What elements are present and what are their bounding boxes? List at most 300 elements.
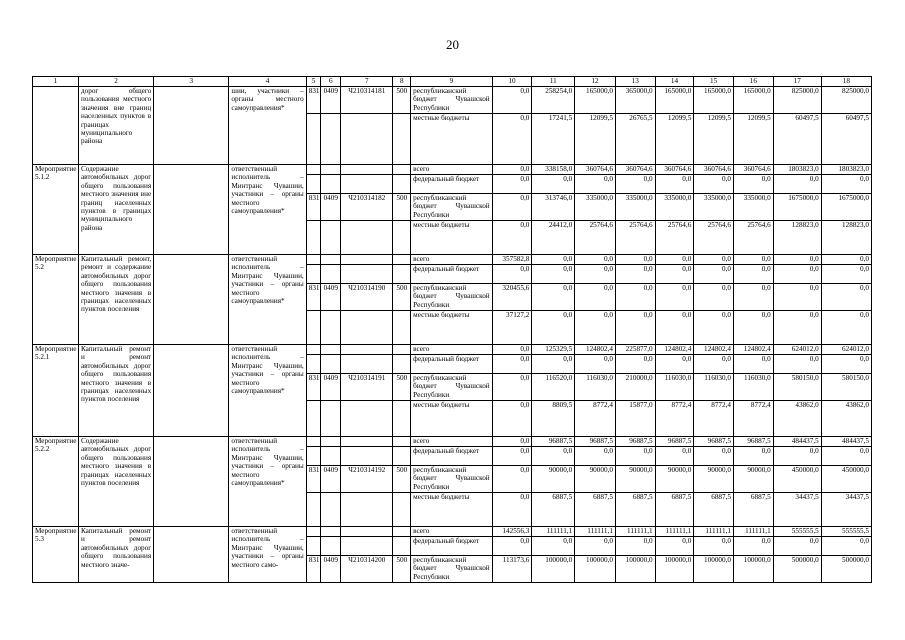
amount-cell: 0,0	[655, 265, 694, 284]
amount-cell: 0,0	[492, 114, 532, 165]
amount-cell: 8772,4	[733, 401, 773, 437]
amount-cell: 124802,4	[694, 345, 734, 355]
amount-cell: 0,0	[615, 265, 655, 284]
empty-code-cell	[393, 447, 411, 466]
funding-source-cell: федеральный бюджет	[411, 265, 492, 284]
amount-cell: 128823,0	[821, 221, 871, 255]
amount-cell: 111111,1	[655, 527, 694, 537]
empty-code-cell	[306, 537, 321, 556]
amount-cell: 6887,5	[733, 493, 773, 527]
empty-code-cell	[306, 114, 321, 165]
amount-cell: 0,0	[733, 175, 773, 194]
funding-source-cell: республиканский бюджет Чувашской Республики	[411, 87, 492, 114]
amount-cell: 624012,0	[821, 345, 871, 355]
amount-cell: 90000,0	[733, 466, 773, 493]
empty-code-cell	[321, 165, 341, 175]
amount-cell: 1675000,0	[773, 194, 821, 221]
amount-cell: 96887,5	[615, 437, 655, 447]
rzpr-code-cell: 0409	[321, 466, 341, 493]
amount-cell: 210000,0	[615, 374, 655, 401]
program-cell	[154, 165, 229, 255]
amount-cell: 0,0	[492, 537, 532, 556]
amount-cell: 360764,6	[615, 165, 655, 175]
amount-cell: 0,0	[575, 265, 616, 284]
amount-cell: 0,0	[492, 466, 532, 493]
amount-cell: 500000,0	[821, 556, 871, 583]
amount-cell: 0,0	[615, 175, 655, 194]
amount-cell: 0,0	[575, 284, 616, 311]
measure-name-cell: Содержание автомобильных дорог общего пользования местного значения в границах населенных пунктов поселения	[78, 437, 153, 527]
amount-cell: 580150,0	[821, 374, 871, 401]
executor-cell: ответственный исполнитель – Минтранс Чувашии, участники – органы местного самоуправления*	[229, 255, 306, 345]
amount-cell: 0,0	[733, 447, 773, 466]
amount-cell: 90000,0	[615, 466, 655, 493]
amount-cell: 0,0	[492, 175, 532, 194]
amount-cell: 0,0	[733, 311, 773, 345]
amount-cell: 0,0	[733, 284, 773, 311]
amount-cell: 360764,6	[655, 165, 694, 175]
measure-id-cell	[33, 87, 79, 165]
table-row	[33, 437, 872, 447]
amount-cell: 313746,0	[532, 194, 575, 221]
amount-cell: 580150,0	[773, 374, 821, 401]
grbs-code-cell: 831	[306, 466, 321, 493]
table-row	[33, 255, 872, 265]
grbs-code-cell: 831	[306, 284, 321, 311]
amount-cell: 111111,1	[733, 527, 773, 537]
column-number-cell: 2	[78, 77, 153, 87]
column-number-cell: 11	[532, 77, 575, 87]
funding-source-cell: местные бюджеты	[411, 401, 492, 437]
empty-code-cell	[341, 355, 393, 374]
funding-source-cell: республиканский бюджет Чувашской Республики	[411, 374, 492, 401]
amount-cell: 0,0	[615, 447, 655, 466]
amount-cell: 0,0	[655, 284, 694, 311]
column-number-cell: 10	[492, 77, 532, 87]
empty-code-cell	[393, 537, 411, 556]
amount-cell: 12099,5	[575, 114, 616, 165]
amount-cell: 0,0	[492, 437, 532, 447]
measure-id-cell: Мероприятие 5.1.2	[33, 165, 79, 255]
column-number-cell: 17	[773, 77, 821, 87]
amount-cell: 90000,0	[655, 466, 694, 493]
amount-cell: 6887,5	[615, 493, 655, 527]
column-number-cell: 5	[306, 77, 321, 87]
amount-cell: 0,0	[773, 284, 821, 311]
grbs-code-cell: 831	[306, 556, 321, 583]
funding-source-cell: всего	[411, 437, 492, 447]
amount-cell: 0,0	[773, 447, 821, 466]
amount-cell: 360764,6	[575, 165, 616, 175]
amount-cell: 0,0	[821, 537, 871, 556]
empty-code-cell	[393, 355, 411, 374]
empty-code-cell	[393, 175, 411, 194]
amount-cell: 0,0	[532, 284, 575, 311]
table-row	[33, 527, 872, 537]
amount-cell: 0,0	[821, 447, 871, 466]
empty-code-cell	[341, 527, 393, 537]
amount-cell: 0,0	[492, 374, 532, 401]
amount-cell: 825000,0	[773, 87, 821, 114]
amount-cell: 484437,5	[821, 437, 871, 447]
empty-code-cell	[393, 165, 411, 175]
amount-cell: 90000,0	[575, 466, 616, 493]
empty-code-cell	[393, 437, 411, 447]
amount-cell: 0,0	[492, 447, 532, 466]
amount-cell: 25764,6	[575, 221, 616, 255]
program-cell	[154, 87, 229, 165]
funding-source-cell: всего	[411, 527, 492, 537]
amount-cell: 24412,0	[532, 221, 575, 255]
amount-cell: 335000,0	[655, 194, 694, 221]
empty-code-cell	[393, 114, 411, 165]
amount-cell: 37127,2	[492, 311, 532, 345]
column-number-cell: 18	[821, 77, 871, 87]
amount-cell: 0,0	[655, 355, 694, 374]
amount-cell: 25764,6	[615, 221, 655, 255]
empty-code-cell	[306, 255, 321, 265]
empty-code-cell	[341, 221, 393, 255]
measure-name-cell: дорог общего пользования местного значения вне границ населенных пунктов в границах муниципального района	[78, 87, 153, 165]
amount-cell: 338158,0	[532, 165, 575, 175]
amount-cell: 124802,4	[733, 345, 773, 355]
column-number-cell: 9	[411, 77, 492, 87]
amount-cell: 165000,0	[655, 87, 694, 114]
amount-cell: 0,0	[615, 537, 655, 556]
funding-source-cell: местные бюджеты	[411, 493, 492, 527]
empty-code-cell	[321, 114, 341, 165]
empty-code-cell	[306, 175, 321, 194]
amount-cell: 15877,0	[615, 401, 655, 437]
amount-cell: 1675000,0	[821, 194, 871, 221]
column-number-cell: 6	[321, 77, 341, 87]
funding-source-cell: всего	[411, 255, 492, 265]
empty-code-cell	[321, 527, 341, 537]
empty-code-cell	[306, 527, 321, 537]
csr-code-cell: Ч210314181	[341, 87, 393, 114]
executor-cell: ответственный исполнитель – Минтранс Чувашии, участники – органы местного самоуправления*	[229, 345, 306, 437]
amount-cell: 100000,0	[655, 556, 694, 583]
vr-code-cell: 500	[393, 87, 411, 114]
rzpr-code-cell: 0409	[321, 374, 341, 401]
amount-cell: 0,0	[615, 311, 655, 345]
amount-cell: 0,0	[492, 194, 532, 221]
amount-cell: 1803823,0	[773, 165, 821, 175]
empty-code-cell	[306, 447, 321, 466]
budget-table	[32, 76, 872, 583]
amount-cell: 0,0	[773, 255, 821, 265]
amount-cell: 6887,5	[575, 493, 616, 527]
amount-cell: 0,0	[492, 345, 532, 355]
rzpr-code-cell: 0409	[321, 194, 341, 221]
table-row	[33, 87, 872, 114]
amount-cell: 96887,5	[575, 437, 616, 447]
executor-cell: ответственный исполнитель – Минтранс Чувашии, участники – органы местного самоуправления*	[229, 165, 306, 255]
empty-code-cell	[306, 311, 321, 345]
funding-source-cell: федеральный бюджет	[411, 175, 492, 194]
empty-code-cell	[321, 537, 341, 556]
amount-cell: 0,0	[655, 175, 694, 194]
column-number-cell: 13	[615, 77, 655, 87]
measure-name-cell: Капитальный ремонт, ремонт и содержание автомобильных дорог общего пользования местного значения в границах населенных пунктов поселения	[78, 255, 153, 345]
amount-cell: 17241,5	[532, 114, 575, 165]
amount-cell: 34437,5	[821, 493, 871, 527]
empty-code-cell	[341, 255, 393, 265]
measure-id-cell: Мероприятие 5.3	[33, 527, 79, 583]
amount-cell: 0,0	[492, 221, 532, 255]
amount-cell: 116030,0	[694, 374, 734, 401]
empty-code-cell	[393, 345, 411, 355]
funding-source-cell: республиканский бюджет Чувашской Республики	[411, 556, 492, 583]
grbs-code-cell: 831	[306, 87, 321, 114]
amount-cell: 0,0	[615, 284, 655, 311]
funding-source-cell: федеральный бюджет	[411, 355, 492, 374]
empty-code-cell	[341, 537, 393, 556]
amount-cell: 6887,5	[694, 493, 734, 527]
amount-cell: 0,0	[655, 447, 694, 466]
empty-code-cell	[321, 255, 341, 265]
empty-code-cell	[341, 165, 393, 175]
empty-code-cell	[393, 311, 411, 345]
amount-cell: 124802,4	[655, 345, 694, 355]
amount-cell: 0,0	[694, 537, 734, 556]
amount-cell: 0,0	[532, 311, 575, 345]
amount-cell: 0,0	[821, 311, 871, 345]
amount-cell: 12099,5	[694, 114, 734, 165]
funding-source-cell: республиканский бюджет Чувашской Республики	[411, 284, 492, 311]
amount-cell: 0,0	[655, 311, 694, 345]
empty-code-cell	[393, 221, 411, 255]
funding-source-cell: всего	[411, 165, 492, 175]
csr-code-cell: Ч210314190	[341, 284, 393, 311]
empty-code-cell	[306, 265, 321, 284]
amount-cell: 165000,0	[575, 87, 616, 114]
empty-code-cell	[321, 355, 341, 374]
amount-cell: 12099,5	[655, 114, 694, 165]
amount-cell: 484437,5	[773, 437, 821, 447]
amount-cell: 0,0	[773, 175, 821, 194]
funding-source-cell: республиканский бюджет Чувашской Республики	[411, 194, 492, 221]
measure-id-cell: Мероприятие 5.2	[33, 255, 79, 345]
amount-cell: 0,0	[575, 175, 616, 194]
column-number-cell: 15	[694, 77, 734, 87]
amount-cell: 8809,5	[532, 401, 575, 437]
amount-cell: 100000,0	[532, 556, 575, 583]
amount-cell: 125329,5	[532, 345, 575, 355]
amount-cell: 111111,1	[694, 527, 734, 537]
empty-code-cell	[321, 345, 341, 355]
amount-cell: 25764,6	[655, 221, 694, 255]
amount-cell: 450000,0	[821, 466, 871, 493]
amount-cell: 0,0	[655, 537, 694, 556]
amount-cell: 0,0	[733, 355, 773, 374]
empty-code-cell	[341, 401, 393, 437]
amount-cell: 0,0	[733, 255, 773, 265]
amount-cell: 116030,0	[733, 374, 773, 401]
executor-cell: ответственный исполнитель – Минтранс Чувашии, участники – органы местного само-	[229, 527, 306, 583]
measure-name-cell: Капитальный ремонт и ремонт автомобильных дорог общего пользования местного значе-	[78, 527, 153, 583]
rzpr-code-cell: 0409	[321, 556, 341, 583]
amount-cell: 0,0	[492, 87, 532, 114]
empty-code-cell	[393, 255, 411, 265]
funding-source-cell: федеральный бюджет	[411, 447, 492, 466]
amount-cell: 0,0	[733, 265, 773, 284]
amount-cell: 0,0	[773, 537, 821, 556]
amount-cell: 1803823,0	[821, 165, 871, 175]
amount-cell: 90000,0	[532, 466, 575, 493]
vr-code-cell: 500	[393, 466, 411, 493]
amount-cell: 25764,6	[733, 221, 773, 255]
amount-cell: 258254,0	[532, 87, 575, 114]
amount-cell: 0,0	[615, 355, 655, 374]
amount-cell: 0,0	[773, 311, 821, 345]
amount-cell: 8772,4	[694, 401, 734, 437]
empty-code-cell	[341, 265, 393, 284]
amount-cell: 100000,0	[615, 556, 655, 583]
amount-cell: 624012,0	[773, 345, 821, 355]
amount-cell: 116520,0	[532, 374, 575, 401]
amount-cell: 0,0	[694, 265, 734, 284]
amount-cell: 165000,0	[733, 87, 773, 114]
empty-code-cell	[321, 437, 341, 447]
empty-code-cell	[306, 355, 321, 374]
amount-cell: 825000,0	[821, 87, 871, 114]
empty-code-cell	[321, 311, 341, 345]
amount-cell: 335000,0	[615, 194, 655, 221]
empty-code-cell	[306, 493, 321, 527]
amount-cell: 0,0	[773, 355, 821, 374]
amount-cell: 0,0	[821, 175, 871, 194]
amount-cell: 100000,0	[575, 556, 616, 583]
empty-code-cell	[306, 401, 321, 437]
empty-code-cell	[393, 527, 411, 537]
column-number-cell: 16	[733, 77, 773, 87]
amount-cell: 0,0	[694, 447, 734, 466]
amount-cell: 555555,5	[773, 527, 821, 537]
vr-code-cell: 500	[393, 374, 411, 401]
amount-cell: 165000,0	[694, 87, 734, 114]
amount-cell: 360764,6	[733, 165, 773, 175]
funding-source-cell: местные бюджеты	[411, 221, 492, 255]
measure-name-cell: Капитальный ремонт и ремонт автомобильных дорог общего пользования местного значения в границах населенных пунктов поселения	[78, 345, 153, 437]
empty-code-cell	[341, 493, 393, 527]
funding-source-cell: местные бюджеты	[411, 114, 492, 165]
empty-code-cell	[393, 493, 411, 527]
table-row	[33, 345, 872, 355]
page-number: 20	[446, 37, 459, 52]
amount-cell: 8772,4	[575, 401, 616, 437]
empty-code-cell	[321, 493, 341, 527]
amount-cell: 0,0	[532, 447, 575, 466]
amount-cell: 0,0	[694, 311, 734, 345]
amount-cell: 12099,5	[733, 114, 773, 165]
rzpr-code-cell: 0409	[321, 87, 341, 114]
amount-cell: 0,0	[532, 355, 575, 374]
amount-cell: 335000,0	[733, 194, 773, 221]
funding-source-cell: местные бюджеты	[411, 311, 492, 345]
column-number-cell: 3	[154, 77, 229, 87]
amount-cell: 0,0	[575, 255, 616, 265]
empty-code-cell	[321, 401, 341, 437]
column-number-cell: 4	[229, 77, 306, 87]
amount-cell: 96887,5	[694, 437, 734, 447]
amount-cell: 0,0	[694, 255, 734, 265]
amount-cell: 96887,5	[733, 437, 773, 447]
empty-code-cell	[393, 265, 411, 284]
funding-source-cell: республиканский бюджет Чувашской Республики	[411, 466, 492, 493]
amount-cell: 96887,5	[532, 437, 575, 447]
funding-source-cell: федеральный бюджет	[411, 537, 492, 556]
amount-cell: 335000,0	[575, 194, 616, 221]
amount-cell: 0,0	[492, 355, 532, 374]
amount-cell: 0,0	[532, 255, 575, 265]
amount-cell: 26765,5	[615, 114, 655, 165]
amount-cell: 320455,6	[492, 284, 532, 311]
amount-cell: 60497,5	[773, 114, 821, 165]
column-number-cell: 14	[655, 77, 694, 87]
empty-code-cell	[341, 311, 393, 345]
column-number-cell: 12	[575, 77, 616, 87]
empty-code-cell	[393, 401, 411, 437]
amount-cell: 96887,5	[655, 437, 694, 447]
column-number-cell: 1	[33, 77, 79, 87]
amount-cell: 0,0	[575, 311, 616, 345]
amount-cell: 113173,6	[492, 556, 532, 583]
amount-cell: 43862,0	[773, 401, 821, 437]
amount-cell: 116030,0	[575, 374, 616, 401]
amount-cell: 0,0	[575, 537, 616, 556]
empty-code-cell	[341, 175, 393, 194]
amount-cell: 0,0	[492, 493, 532, 527]
amount-cell: 111111,1	[575, 527, 616, 537]
program-cell	[154, 255, 229, 345]
amount-cell: 90000,0	[694, 466, 734, 493]
grbs-code-cell: 831	[306, 374, 321, 401]
csr-code-cell: Ч210314191	[341, 374, 393, 401]
empty-code-cell	[341, 345, 393, 355]
amount-cell: 500000,0	[773, 556, 821, 583]
program-cell	[154, 527, 229, 583]
amount-cell: 335000,0	[694, 194, 734, 221]
amount-cell: 357582,8	[492, 255, 532, 265]
vr-code-cell: 500	[393, 194, 411, 221]
empty-code-cell	[321, 265, 341, 284]
amount-cell: 100000,0	[694, 556, 734, 583]
amount-cell: 124802,4	[575, 345, 616, 355]
amount-cell: 34437,5	[773, 493, 821, 527]
amount-cell: 0,0	[821, 255, 871, 265]
amount-cell: 43862,0	[821, 401, 871, 437]
empty-code-cell	[341, 437, 393, 447]
csr-code-cell: Ч210314192	[341, 466, 393, 493]
amount-cell: 142556,3	[492, 527, 532, 537]
amount-cell: 365000,0	[615, 87, 655, 114]
amount-cell: 0,0	[694, 355, 734, 374]
csr-code-cell: Ч210314200	[341, 556, 393, 583]
vr-code-cell: 500	[393, 284, 411, 311]
column-number-row	[33, 77, 872, 87]
amount-cell: 6887,5	[532, 493, 575, 527]
amount-cell: 0,0	[532, 265, 575, 284]
amount-cell: 0,0	[821, 265, 871, 284]
amount-cell: 555555,5	[821, 527, 871, 537]
amount-cell: 116030,0	[655, 374, 694, 401]
amount-cell: 0,0	[773, 265, 821, 284]
csr-code-cell: Ч210314182	[341, 194, 393, 221]
measure-id-cell: Мероприятие 5.2.1	[33, 345, 79, 437]
amount-cell: 0,0	[492, 165, 532, 175]
amount-cell: 0,0	[733, 537, 773, 556]
